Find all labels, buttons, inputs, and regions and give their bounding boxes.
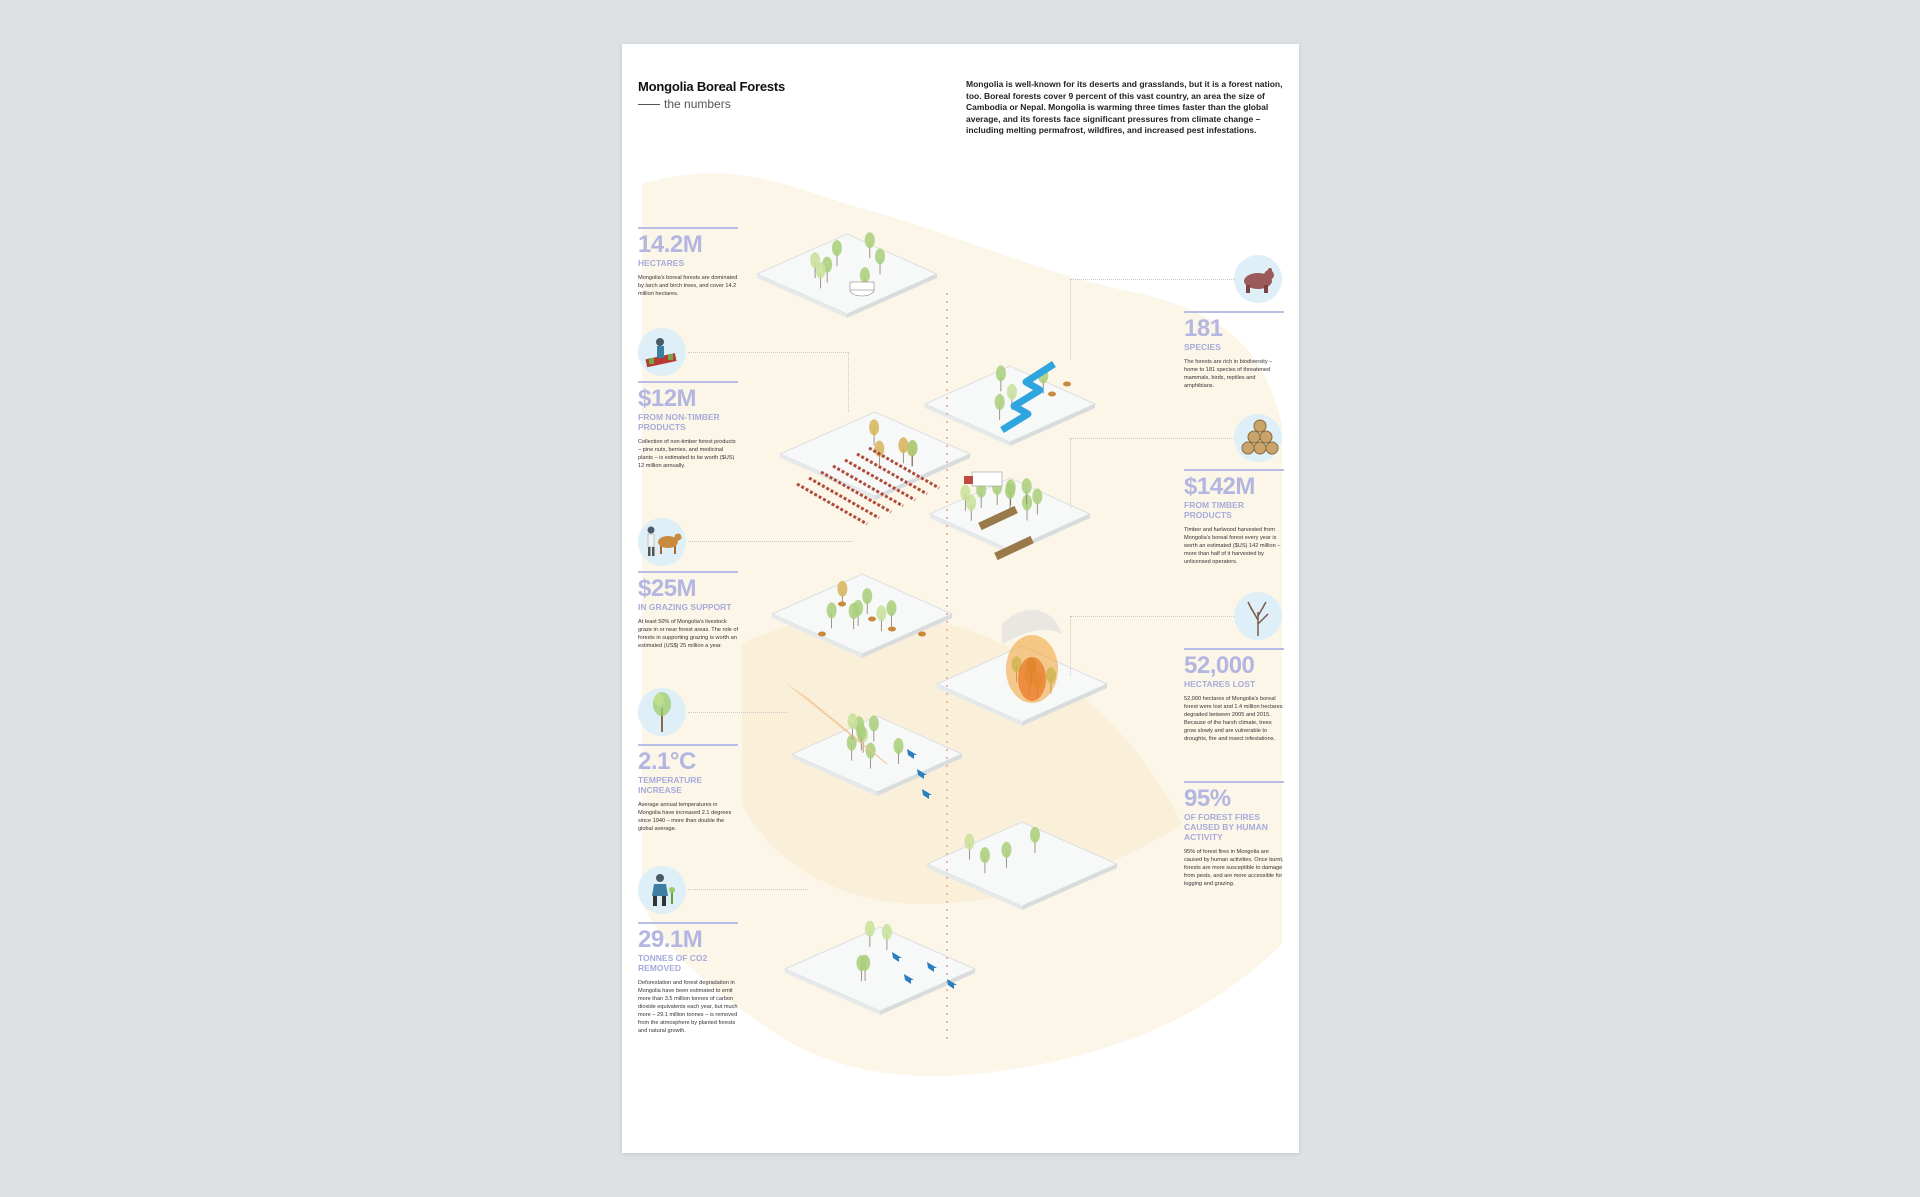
trail-dot — [946, 565, 948, 567]
stat-rule — [1184, 311, 1284, 313]
trail-dot — [946, 597, 948, 599]
tree-canopy — [1032, 488, 1042, 504]
trail-dot — [946, 949, 948, 951]
trail-dot — [946, 501, 948, 503]
trail-dot — [946, 293, 948, 295]
tree-canopy — [848, 713, 858, 729]
stat-temperature — [638, 744, 738, 833]
trail-dot — [946, 933, 948, 935]
stat-label: SPECIES — [1184, 342, 1221, 352]
stat-rule — [1184, 648, 1284, 650]
trail-dot — [946, 477, 948, 479]
stat-label: FROM TIMBER PRODUCTS — [1184, 500, 1244, 520]
trail-dot — [946, 533, 948, 535]
trail-dot — [946, 341, 948, 343]
trail-dot — [946, 965, 948, 967]
trail-dot — [946, 1005, 948, 1007]
trail-dot — [946, 757, 948, 759]
poster-title: Mongolia Boreal Forests — [638, 79, 786, 94]
tree-canopy — [875, 248, 885, 264]
stat-value: 52,000 — [1184, 652, 1255, 679]
stat-rule — [1184, 469, 1284, 471]
trail-dot — [946, 525, 948, 527]
stat-description: Collection of non-timber forest products – pine nuts, berries, and medicinal plants – is estimated to be worth ($US) 12 million annually. — [638, 439, 736, 469]
trail-dot — [946, 957, 948, 959]
trail-dot — [946, 613, 948, 615]
leader-line — [1070, 616, 1071, 676]
stat-label: HECTARES LOST — [1184, 679, 1256, 689]
trail-dot — [946, 629, 948, 631]
stat-rule — [638, 922, 738, 924]
stat-value: 2.1°C — [638, 748, 696, 775]
trail-dot — [946, 893, 948, 895]
trail-dot — [946, 845, 948, 847]
trail-dot — [946, 469, 948, 471]
stat-grazing — [638, 571, 738, 650]
trail-dot — [946, 645, 948, 647]
trail-dot — [946, 413, 948, 415]
trail-dot — [946, 725, 948, 727]
truck-cab — [964, 476, 973, 484]
tree-canopy — [860, 267, 870, 283]
bare-tree-icon — [1234, 592, 1282, 640]
leader-line — [688, 712, 788, 713]
trail-dot — [946, 773, 948, 775]
tree-canopy — [960, 485, 970, 501]
stat-timber — [1184, 469, 1284, 566]
trail-dot — [946, 309, 948, 311]
leader-line — [1070, 438, 1071, 508]
trail-dot — [946, 765, 948, 767]
stat-description: At least 50% of Mongolia's livestock graze in or near forest areas. The role of forests in supporting grazing is worth an estimated (US$) 25 million a year. — [638, 619, 739, 649]
trail-dot — [946, 837, 948, 839]
subtitle-text: the numbers — [664, 97, 731, 111]
glow-band — [642, 173, 1282, 1076]
log-pile-icon — [1234, 414, 1282, 462]
tree-canopy — [865, 921, 875, 937]
stat-description: Mongolia's boreal forests are dominated by larch and birch trees, and cover 14.2 million hectares. — [638, 275, 738, 297]
trail-dot — [946, 333, 948, 335]
tree-canopy — [849, 603, 859, 619]
trail-dot — [946, 789, 948, 791]
tree-canopy — [964, 834, 974, 850]
tree-canopy — [810, 252, 820, 268]
leader-line — [1070, 279, 1234, 280]
trail-dot — [946, 989, 948, 991]
trail-dot — [946, 901, 948, 903]
leader-line — [688, 889, 808, 890]
stat-description: 95% of forest fires in Mongolia are caused by human activities. Once burnt, forests are more susceptible to damage from pests, and are more accessible for logging and grazing. — [1184, 849, 1284, 887]
trail-dot — [946, 709, 948, 711]
trail-dot — [946, 669, 948, 671]
stat-rule — [1184, 781, 1284, 783]
stat-rule — [638, 227, 738, 229]
trail-dot — [946, 493, 948, 495]
trail-dot — [946, 389, 948, 391]
stat-rule — [638, 744, 738, 746]
intro-paragraph: Mongolia is well-known for its deserts and grasslands, but it is a forest nation, too. Boreal forests cover 9 percent of this vast country, an area the size of Cambodia or Nepal. Mongolia is warming three times faster than the global average, and its forests face significant pressures from climate change – including melting permafrost, wildfires, and increased pest infestations. — [966, 79, 1283, 135]
trail-dot — [946, 541, 948, 543]
tree-canopy — [827, 602, 837, 618]
tree-canopy — [837, 581, 847, 597]
stat-value: 95% — [1184, 785, 1231, 812]
stat-species — [1184, 311, 1284, 390]
trail-dot — [946, 573, 948, 575]
stat-description: The forests are rich in biodiversity – home to 181 species of threatened mammals, birds, reptiles and amphibians. — [1184, 359, 1273, 389]
tree-canopy — [893, 738, 903, 754]
stat-value: 14.2M — [638, 231, 703, 258]
trail-dot — [946, 701, 948, 703]
leader-line — [1070, 279, 1071, 359]
trail-dot — [946, 853, 948, 855]
stat-value: $12M — [638, 385, 697, 412]
trail-dot — [946, 749, 948, 751]
livestock — [838, 602, 846, 607]
trail-dot — [946, 301, 948, 303]
tree-canopy — [908, 440, 918, 456]
tree-canopy — [882, 924, 892, 940]
leader-line — [1070, 438, 1234, 439]
trail-dot — [946, 917, 948, 919]
trail-dot — [946, 885, 948, 887]
trail-dot — [946, 941, 948, 943]
tree-canopy — [1007, 384, 1017, 400]
trail-dot — [946, 509, 948, 511]
trail-dot — [946, 325, 948, 327]
yurt — [850, 282, 874, 290]
trail-dot — [946, 685, 948, 687]
trail-dot — [946, 365, 948, 367]
tree-canopy — [856, 724, 866, 740]
livestock — [918, 632, 926, 637]
trail-dot — [946, 589, 948, 591]
tree-canopy — [1005, 483, 1015, 499]
trail-dot — [946, 693, 948, 695]
trail-dot — [946, 549, 948, 551]
stat-hectares-lost — [1184, 648, 1284, 743]
stat-description: 52,000 hectares of Mongolia's boreal forest were lost and 1.4 million hectares degraded between 2005 and 2015. Because of the harsh climate, trees grow slowly and are vulnerable to droughts, fire and insect infestations. — [1184, 696, 1283, 742]
trail-dot — [946, 1029, 948, 1031]
trail-dot — [946, 453, 948, 455]
stat-label: OF FOREST FIRES CAUSED BY HUMAN ACTIVITY — [1184, 812, 1268, 842]
tree-canopy — [898, 437, 908, 453]
trail-dot — [946, 637, 948, 639]
trail-dot — [946, 373, 948, 375]
trail-dot — [946, 437, 948, 439]
stat-forest-fires — [1184, 781, 1284, 888]
trail-dot — [946, 1021, 948, 1023]
stat-hectares — [638, 227, 738, 298]
subtitle-dash — [638, 104, 660, 105]
tree-canopy — [996, 365, 1006, 381]
truck — [972, 472, 1002, 486]
stat-value: $142M — [1184, 473, 1255, 500]
trail-dot — [946, 997, 948, 999]
tree-canopy — [856, 955, 866, 971]
tree-canopy — [865, 232, 875, 248]
leader-line — [688, 352, 848, 353]
trail-dot — [946, 317, 948, 319]
trail-dot — [946, 445, 948, 447]
gatherer-icon — [638, 328, 686, 376]
trail-dot — [946, 621, 948, 623]
trail-dot — [946, 869, 948, 871]
livestock — [1048, 392, 1056, 397]
stat-label: HECTARES — [638, 258, 685, 268]
bear-icon — [1234, 255, 1282, 303]
trail-dot — [946, 733, 948, 735]
trail-dot — [946, 1013, 948, 1015]
livestock — [888, 627, 896, 632]
tree-canopy — [847, 735, 857, 751]
livestock — [818, 632, 826, 637]
tree-canopy — [869, 419, 879, 435]
leader-line — [1070, 616, 1234, 617]
planter-icon — [638, 866, 686, 914]
stat-rule — [638, 571, 738, 573]
stat-co2 — [638, 922, 738, 1035]
trail-dot — [946, 397, 948, 399]
trail-dot — [946, 821, 948, 823]
trail-dot — [946, 925, 948, 927]
trail-dot — [946, 805, 948, 807]
poster-subtitle — [638, 97, 731, 111]
trail-dot — [946, 405, 948, 407]
herder-cow-icon — [638, 518, 686, 566]
tree-canopy — [869, 715, 879, 731]
stat-value: 29.1M — [638, 926, 703, 953]
trail-dot — [946, 485, 948, 487]
tree-canopy — [832, 240, 842, 256]
trail-dot — [946, 581, 948, 583]
stat-label: TONNES OF CO2 REMOVED — [638, 953, 708, 973]
stat-value: 181 — [1184, 315, 1223, 342]
trail-dot — [946, 653, 948, 655]
trail-dot — [946, 557, 948, 559]
trail-dot — [946, 797, 948, 799]
trail-dot — [946, 421, 948, 423]
tree-canopy — [980, 847, 990, 863]
trail-dot — [946, 357, 948, 359]
trail-dot — [946, 517, 948, 519]
trail-dot — [946, 661, 948, 663]
trail-dot — [946, 429, 948, 431]
stat-label: TEMPERATURE INCREASE — [638, 775, 703, 795]
trail-dot — [946, 349, 948, 351]
trail-dot — [946, 781, 948, 783]
tree-icon — [638, 688, 686, 736]
stat-rule — [638, 381, 738, 383]
stat-non-timber — [638, 381, 738, 470]
stat-description: Deforestation and forest degradation in Mongolia have been estimated to emit more than 3.5 million tonnes of carbon dioxide equivalents each year, but much more – 29.1 million tonnes – is removed from the atmosphere by planted forests and natural growth. — [638, 980, 738, 1034]
tree-canopy — [876, 605, 886, 621]
infographic-poster — [622, 44, 1299, 1153]
trail-dot — [946, 381, 948, 383]
trail-dot — [946, 677, 948, 679]
stat-description: Timber and fuelwood harvested from Mongolia's boreal forest every year is worth an estimated ($US) 142 million – more than half of it harvested by unlicensed operators. — [1184, 527, 1281, 565]
livestock — [1063, 382, 1071, 387]
trail-dot — [946, 461, 948, 463]
tree-canopy — [1022, 478, 1032, 494]
livestock — [868, 617, 876, 622]
trail-dot — [946, 741, 948, 743]
trail-dot — [946, 813, 948, 815]
wildfire — [1018, 657, 1046, 701]
tree-canopy — [862, 588, 872, 604]
trail-dot — [946, 1037, 948, 1039]
trail-dot — [946, 877, 948, 879]
trail-dot — [946, 973, 948, 975]
stat-description: Average annual temperatures in Mongolia have increased 2.1 degrees since 1940 – more than double the global average. — [638, 802, 732, 832]
trail-dot — [946, 909, 948, 911]
stat-value: $25M — [638, 575, 697, 602]
tree-canopy — [1001, 842, 1011, 858]
tree-canopy — [886, 600, 896, 616]
trail-dot — [946, 605, 948, 607]
trail-dot — [946, 861, 948, 863]
trail-dot — [946, 829, 948, 831]
stat-label: IN GRAZING SUPPORT — [638, 602, 732, 612]
leader-line — [688, 541, 853, 542]
tree-canopy — [995, 394, 1005, 410]
trail-dot — [946, 717, 948, 719]
stat-label: FROM NON-TIMBER PRODUCTS — [638, 412, 720, 432]
tree-canopy — [1030, 827, 1040, 843]
leader-line — [848, 352, 849, 412]
